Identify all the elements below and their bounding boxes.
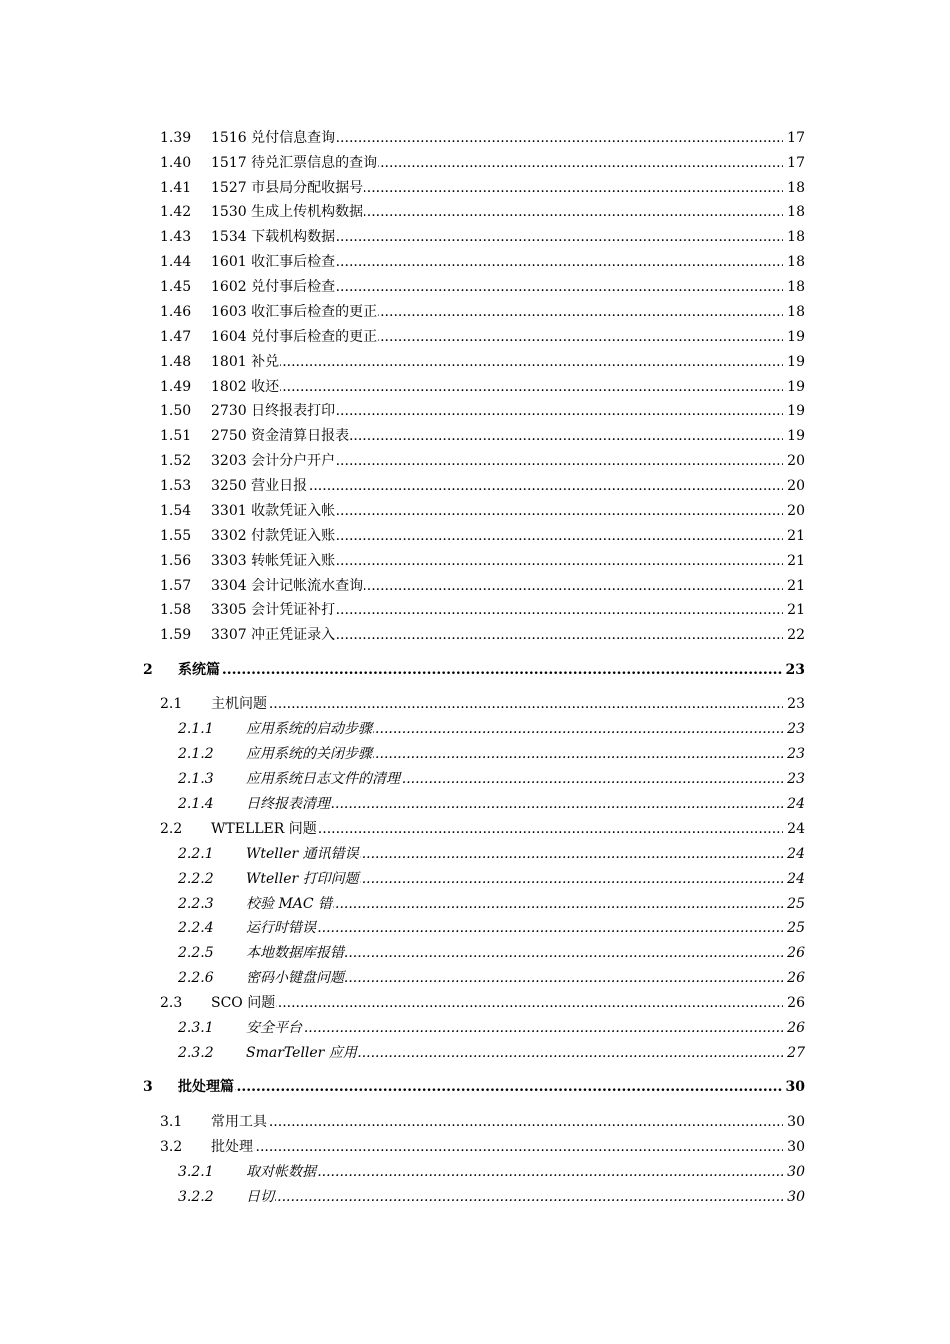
entry-title: 批处理	[211, 1136, 254, 1158]
entry-number: 1.51	[160, 428, 192, 444]
entry-number: 2.3	[160, 995, 183, 1011]
toc-subentry[interactable]	[0, 1186, 950, 1208]
entry-title: 安全平台	[246, 1017, 303, 1039]
entry-page: 30	[783, 1111, 805, 1133]
entry-number: 2.2.2	[178, 871, 214, 887]
entry-title: WTELLER 问题	[211, 818, 318, 840]
entry-number: 1.59	[160, 627, 192, 643]
toc-entry[interactable]	[0, 1136, 950, 1158]
toc-subentry[interactable]	[0, 843, 950, 865]
toc-entry[interactable]	[0, 475, 950, 497]
toc-entry[interactable]	[0, 251, 950, 273]
entry-page: 18	[783, 177, 805, 199]
entry-title: 3304 会计记帐流水查询	[211, 575, 364, 597]
entry-number: 1.55	[160, 528, 192, 544]
entry-page: 18	[783, 201, 805, 223]
toc-chapter-entry[interactable]	[0, 659, 950, 681]
entry-title: 1534 下载机构数据	[211, 226, 336, 248]
toc-subentry[interactable]	[0, 743, 950, 765]
entry-title: 本地数据库报错	[246, 942, 345, 964]
entry-title: 批处理篇	[178, 1076, 235, 1098]
entry-title: 3303 转帐凭证入账	[211, 550, 336, 572]
entry-number: 1.54	[160, 503, 192, 519]
entry-page: 21	[783, 599, 805, 621]
entry-title: 3250 营业日报	[211, 475, 308, 497]
entry-page: 19	[783, 425, 805, 447]
entry-page: 24	[783, 793, 805, 815]
entry-number: 1.48	[160, 354, 192, 370]
entry-number: 2.2.1	[178, 846, 214, 862]
entry-page: 19	[783, 351, 805, 373]
toc-entry[interactable]	[0, 301, 950, 323]
entry-number: 1.43	[160, 229, 192, 245]
entry-number: 2.1.1	[178, 721, 214, 737]
entry-title: 校验 MAC 错	[246, 893, 333, 915]
entry-number: 1.45	[160, 279, 192, 295]
entry-number: 2.2	[160, 821, 183, 837]
entry-page: 30	[783, 1186, 805, 1208]
entry-page: 20	[783, 450, 805, 472]
entry-page: 25	[783, 893, 805, 915]
toc-subentry[interactable]	[0, 1161, 950, 1183]
toc-entry[interactable]	[0, 624, 950, 646]
entry-title: 常用工具	[211, 1111, 268, 1133]
entry-number: 1.42	[160, 204, 192, 220]
entry-number: 1.58	[160, 602, 192, 618]
toc-subentry[interactable]	[0, 967, 950, 989]
toc-subentry[interactable]	[0, 1042, 950, 1064]
toc-subentry[interactable]	[0, 1017, 950, 1039]
entry-number: 1.57	[160, 578, 192, 594]
toc-entry[interactable]	[0, 818, 950, 840]
entry-page: 23	[783, 693, 805, 715]
toc-entry[interactable]	[0, 599, 950, 621]
toc-entry[interactable]	[0, 450, 950, 472]
entry-page: 26	[783, 992, 805, 1014]
toc-subentry[interactable]	[0, 793, 950, 815]
entry-title: 1604 兑付事后检查的更正	[211, 326, 378, 348]
entry-title: 1801 补兑	[211, 351, 280, 373]
entry-page: 17	[783, 152, 805, 174]
toc-subentry[interactable]	[0, 942, 950, 964]
entry-page: 24	[783, 843, 805, 865]
entry-page: 20	[783, 500, 805, 522]
entry-page: 19	[783, 376, 805, 398]
entry-title: 运行时错误	[246, 917, 317, 939]
entry-title: 系统篇	[178, 659, 221, 681]
entry-title: 3305 会计凭证补打	[211, 599, 336, 621]
toc-chapter-entry[interactable]	[0, 1076, 950, 1098]
entry-page: 30	[783, 1161, 805, 1183]
entry-page: 24	[783, 868, 805, 890]
entry-page: 18	[783, 276, 805, 298]
entry-number: 3.2.2	[178, 1189, 214, 1205]
entry-number: 2.1.3	[178, 771, 214, 787]
entry-title: 取对帐数据	[246, 1161, 317, 1183]
entry-title: 应用系统日志文件的清理	[246, 768, 401, 790]
entry-page: 26	[783, 1017, 805, 1039]
entry-number: 3.2	[160, 1139, 183, 1155]
entry-page: 21	[783, 525, 805, 547]
entry-page: 23	[783, 659, 805, 681]
entry-title: 日终报表清理	[246, 793, 331, 815]
entry-number: 1.44	[160, 254, 192, 270]
entry-title: 日切	[246, 1186, 275, 1208]
entry-number: 2.1	[160, 696, 183, 712]
entry-page: 25	[783, 917, 805, 939]
toc-entry[interactable]	[0, 693, 950, 715]
entry-number: 2.2.4	[178, 920, 214, 936]
entry-number: 3.2.1	[178, 1164, 214, 1180]
entry-number: 3	[143, 1079, 153, 1095]
entry-page: 17	[783, 127, 805, 149]
entry-number: 1.40	[160, 155, 192, 171]
entry-number: 3.1	[160, 1114, 183, 1130]
entry-number: 2.2.6	[178, 970, 214, 986]
entry-title: 应用系统的关闭步骤	[246, 743, 373, 765]
entry-title: 1802 收还	[211, 376, 280, 398]
entry-title: 2750 资金清算日报表	[211, 425, 350, 447]
entry-page: 19	[783, 326, 805, 348]
entry-page: 21	[783, 575, 805, 597]
toc-subentry[interactable]	[0, 768, 950, 790]
entry-title: Wteller 通讯错误	[246, 843, 360, 865]
entry-page: 26	[783, 967, 805, 989]
entry-title: 1516 兑付信息查询	[211, 127, 336, 149]
entry-number: 1.47	[160, 329, 192, 345]
toc-entry[interactable]	[0, 127, 950, 149]
entry-number: 1.52	[160, 453, 192, 469]
toc-entry[interactable]	[0, 351, 950, 373]
toc-entry[interactable]	[0, 201, 950, 223]
entry-page: 18	[783, 226, 805, 248]
entry-title: 1527 市县局分配收据号	[211, 177, 364, 199]
entry-title: 3307 冲正凭证录入	[211, 624, 336, 646]
toc-subentry[interactable]	[0, 718, 950, 740]
toc-subentry[interactable]	[0, 893, 950, 915]
entry-page: 24	[783, 818, 805, 840]
entry-title: 2730 日终报表打印	[211, 400, 336, 422]
toc-entry[interactable]	[0, 276, 950, 298]
entry-number: 2.1.2	[178, 746, 214, 762]
entry-page: 30	[783, 1136, 805, 1158]
entry-number: 1.49	[160, 379, 192, 395]
entry-title: 主机问题	[211, 693, 268, 715]
entry-title: 3203 会计分户开户	[211, 450, 336, 472]
toc-entry[interactable]	[0, 550, 950, 572]
entry-number: 1.41	[160, 180, 192, 196]
entry-page: 23	[783, 718, 805, 740]
entry-page: 30	[783, 1076, 805, 1098]
entry-title: Wteller 打印问题	[246, 868, 360, 890]
entry-title: SCO 问题	[211, 992, 276, 1014]
toc-subentry[interactable]	[0, 868, 950, 890]
entry-title: 1601 收汇事后检查	[211, 251, 336, 273]
entry-title: 1517 待兑汇票信息的查询	[211, 152, 378, 174]
entry-title: 1530 生成上传机构数据	[211, 201, 364, 223]
entry-page: 19	[783, 400, 805, 422]
entry-number: 1.56	[160, 553, 192, 569]
entry-title: 1603 收汇事后检查的更正	[211, 301, 378, 323]
entry-page: 20	[783, 475, 805, 497]
toc-entry[interactable]	[0, 575, 950, 597]
entry-number: 1.39	[160, 130, 192, 146]
entry-number: 2.3.1	[178, 1020, 214, 1036]
entry-page: 23	[783, 768, 805, 790]
entry-number: 1.50	[160, 403, 192, 419]
toc-entry[interactable]	[0, 376, 950, 398]
entry-page: 27	[783, 1042, 805, 1064]
entry-title: SmarTeller 应用	[246, 1042, 358, 1064]
entry-page: 22	[783, 624, 805, 646]
entry-page: 23	[783, 743, 805, 765]
entry-number: 2.1.4	[178, 796, 214, 812]
entry-number: 1.53	[160, 478, 192, 494]
toc-entry[interactable]	[0, 152, 950, 174]
toc-entry[interactable]	[0, 226, 950, 248]
entry-title: 3301 收款凭证入帐	[211, 500, 336, 522]
toc-entry[interactable]	[0, 1111, 950, 1133]
entry-title: 密码小键盘问题	[246, 967, 345, 989]
toc-entry[interactable]	[0, 425, 950, 447]
toc-subentry[interactable]	[0, 917, 950, 939]
entry-number: 2	[143, 662, 153, 678]
entry-number: 2.2.3	[178, 896, 214, 912]
entry-title: 应用系统的启动步骤	[246, 718, 373, 740]
entry-number: 1.46	[160, 304, 192, 320]
entry-page: 18	[783, 301, 805, 323]
entry-page: 18	[783, 251, 805, 273]
entry-title: 1602 兑付事后检查	[211, 276, 336, 298]
entry-number: 2.3.2	[178, 1045, 214, 1061]
toc-entry[interactable]	[0, 525, 950, 547]
toc-entry[interactable]	[0, 500, 950, 522]
toc-entry[interactable]	[0, 400, 950, 422]
toc-entry[interactable]	[0, 326, 950, 348]
toc-entry[interactable]	[0, 992, 950, 1014]
entry-page: 26	[783, 942, 805, 964]
entry-page: 21	[783, 550, 805, 572]
entry-title: 3302 付款凭证入账	[211, 525, 336, 547]
toc-entry[interactable]	[0, 177, 950, 199]
entry-number: 2.2.5	[178, 945, 214, 961]
